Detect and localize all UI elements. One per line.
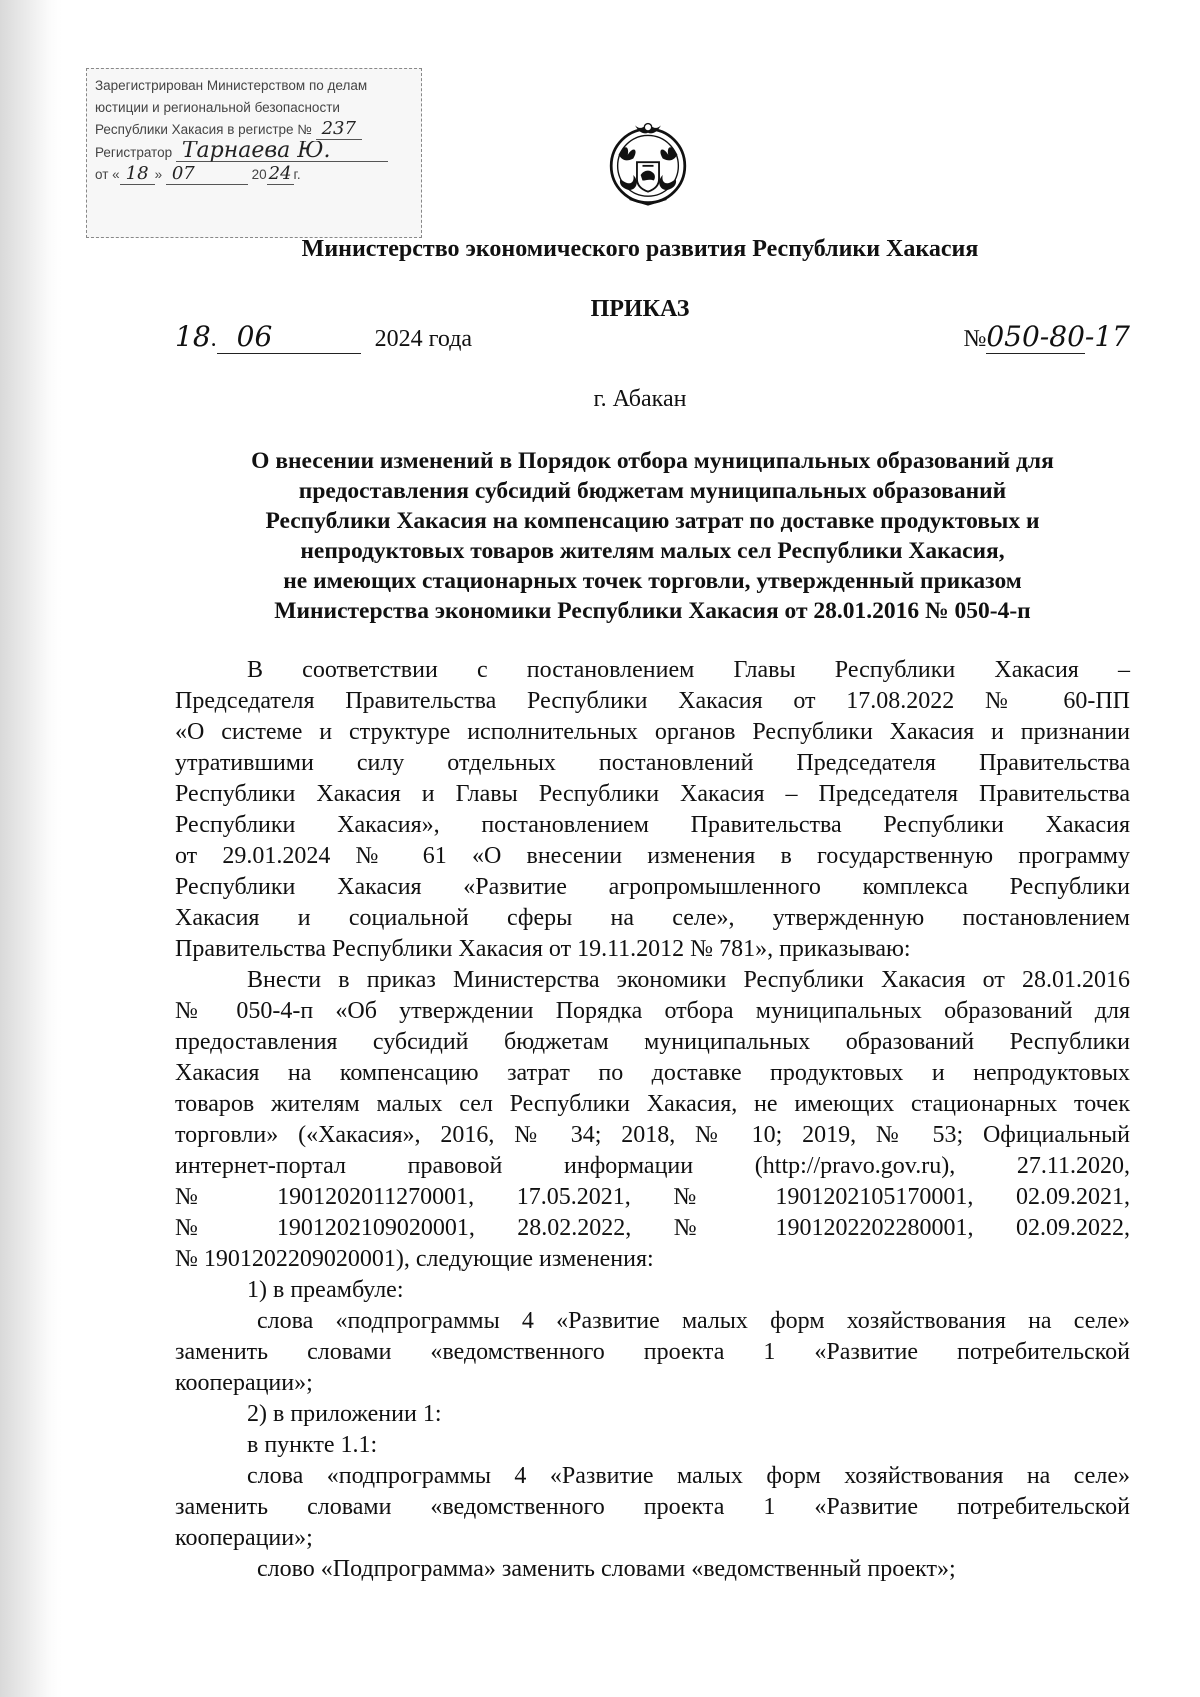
body-line: заменить словами «ведомственного проекта 1 «Развитие потребительской — [175, 1339, 1130, 1365]
body-line: товаров жителям малых сел Республики Хакасия, не имеющих стационарных точек — [175, 1091, 1130, 1117]
order-number — [963, 320, 1130, 354]
body-line: Республики Хакасия», постановлением Правительства Республики Хакасия — [175, 812, 1130, 838]
body-line: от 29.01.2024 № 61 «О внесении изменения в государственную программу — [175, 843, 1130, 869]
body-line: слова «подпрограммы 4 «Развитие малых форм хозяйствования на селе» — [247, 1463, 1130, 1489]
registration-stamp — [86, 68, 422, 238]
order-date-month-field — [217, 320, 361, 354]
body-line: 1) в преамбуле: — [247, 1277, 404, 1303]
body-line: предоставления субсидий бюджетам муниципальных образований Республики — [175, 1029, 1130, 1055]
body-line: Председателя Правительства Республики Хакасия от 17.08.2022 № 60-ПП — [175, 688, 1130, 714]
order-number-field — [986, 320, 1085, 354]
stamp-date-close: » — [154, 167, 163, 182]
body-line: 2) в приложении 1: — [247, 1401, 442, 1427]
stamp-line-1: Зарегистрирован Министерством по делам — [95, 78, 368, 93]
coat-of-arms-khakassia-icon — [602, 118, 694, 210]
stamp-registrar-signature: Тарнаева Ю. — [176, 141, 388, 162]
stamp-date-month: 07 — [166, 164, 248, 185]
stamp-line-2: юстиции и региональной безопасности — [95, 100, 340, 115]
body-line: слово «Подпрограмма» заменить словами «ведомственный проект»; — [257, 1556, 956, 1582]
order-title: ПРИКАЗ — [590, 296, 690, 322]
order-heading — [175, 446, 1130, 626]
body-line: заменить словами «ведомственного проекта 1 «Развитие потребительской — [175, 1494, 1130, 1520]
body-line: Правительства Республики Хакасия от 19.11.2012 № 781», приказываю: — [175, 936, 911, 962]
body-line: № 1901202011270001, 17.05.2021, № 1901202105170001, 02.09.2021, — [175, 1184, 1130, 1210]
body-line: кооперации»; — [175, 1525, 313, 1551]
stamp-date-suffix: г. — [293, 167, 301, 182]
order-date-dot: . — [210, 326, 217, 352]
scan-shadow — [0, 0, 62, 1697]
body-line: Республики Хакасия «Развитие агропромышленного комплекса Республики — [175, 874, 1130, 900]
order-number-sign: № — [963, 326, 987, 352]
body-line: № 1901202109020001, 28.02.2022, № 1901202202280001, 02.09.2022, — [175, 1215, 1130, 1241]
stamp-line-5 — [95, 164, 413, 186]
stamp-line-3 — [95, 119, 413, 141]
body-line: Внести в приказ Министерства экономики Республики Хакасия от 28.01.2016 — [247, 967, 1130, 993]
ministry-name: Министерство экономического развития Республики Хакасия — [301, 236, 979, 262]
heading-line: О внесении изменений в Порядок отбора муниципальных образований для — [251, 448, 1054, 474]
order-date — [175, 320, 472, 354]
heading-line: Республики Хакасия на компенсацию затрат по доставке продуктовых и — [265, 508, 1040, 534]
order-number-suffix: -17 — [1084, 320, 1130, 353]
body-line: В соответствии с постановлением Главы Республики Хакасия – — [247, 657, 1130, 683]
order-date-year: 2024 года — [374, 326, 473, 352]
body-line: утратившими силу отдельных постановлений Председателя Правительства — [175, 750, 1130, 776]
body-line: торговли» («Хакасия», 2016, № 34; 2018, № 10; 2019, № 53; Официальный — [175, 1122, 1130, 1148]
body-line: № 050-4-п «Об утверждении Порядка отбора муниципальных образований для — [175, 998, 1130, 1024]
body-line: в пункте 1.1: — [247, 1432, 378, 1458]
body-line: «О системе и структуре исполнительных органов Республики Хакасия и признании — [175, 719, 1130, 745]
body-line: Хакасия на компенсацию затрат по доставке продуктовых и непродуктовых — [175, 1060, 1130, 1086]
city: г. Абакан — [593, 386, 687, 412]
order-body — [175, 655, 1130, 1585]
heading-line: Министерства экономики Республики Хакасия от 28.01.2016 № 050-4-п — [274, 598, 1031, 624]
order-number-value: 050-80 — [986, 320, 1085, 353]
stamp-date-day: 18 — [120, 164, 155, 185]
body-line: Республики Хакасия и Главы Республики Хакасия – Председателя Правительства — [175, 781, 1130, 807]
stamp-date-century: 20 — [251, 167, 267, 182]
stamp-line-4 — [95, 141, 413, 164]
body-line: интернет-портал правовой информации (http://pravo.gov.ru), 27.11.2020, — [175, 1153, 1130, 1179]
order-date-month: 06 — [236, 320, 273, 353]
heading-line: не имеющих стационарных точек торговли, утвержденный приказом — [283, 568, 1022, 594]
heading-line: непродуктовых товаров жителям малых сел Республики Хакасия, — [300, 538, 1005, 564]
body-line: слова «подпрограммы 4 «Развитие малых форм хозяйствования на селе» — [257, 1308, 1130, 1334]
stamp-registry-number: 237 — [316, 119, 362, 140]
body-line: кооперации»; — [175, 1370, 313, 1396]
stamp-date-open: от « — [95, 167, 120, 182]
body-line: № 1901202209020001), следующие изменения: — [175, 1246, 654, 1272]
heading-line: предоставления субсидий бюджетам муниципальных образований — [298, 478, 1007, 504]
order-date-day: 18 — [175, 320, 211, 353]
body-line: Хакасия и социальной сферы на селе», утвержденную постановлением — [175, 905, 1130, 931]
stamp-registrar-label: Регистратор — [95, 145, 173, 160]
stamp-date-year: 24 — [268, 164, 292, 184]
stamp-registry-label: Республики Хакасия в регистре № — [95, 122, 312, 137]
